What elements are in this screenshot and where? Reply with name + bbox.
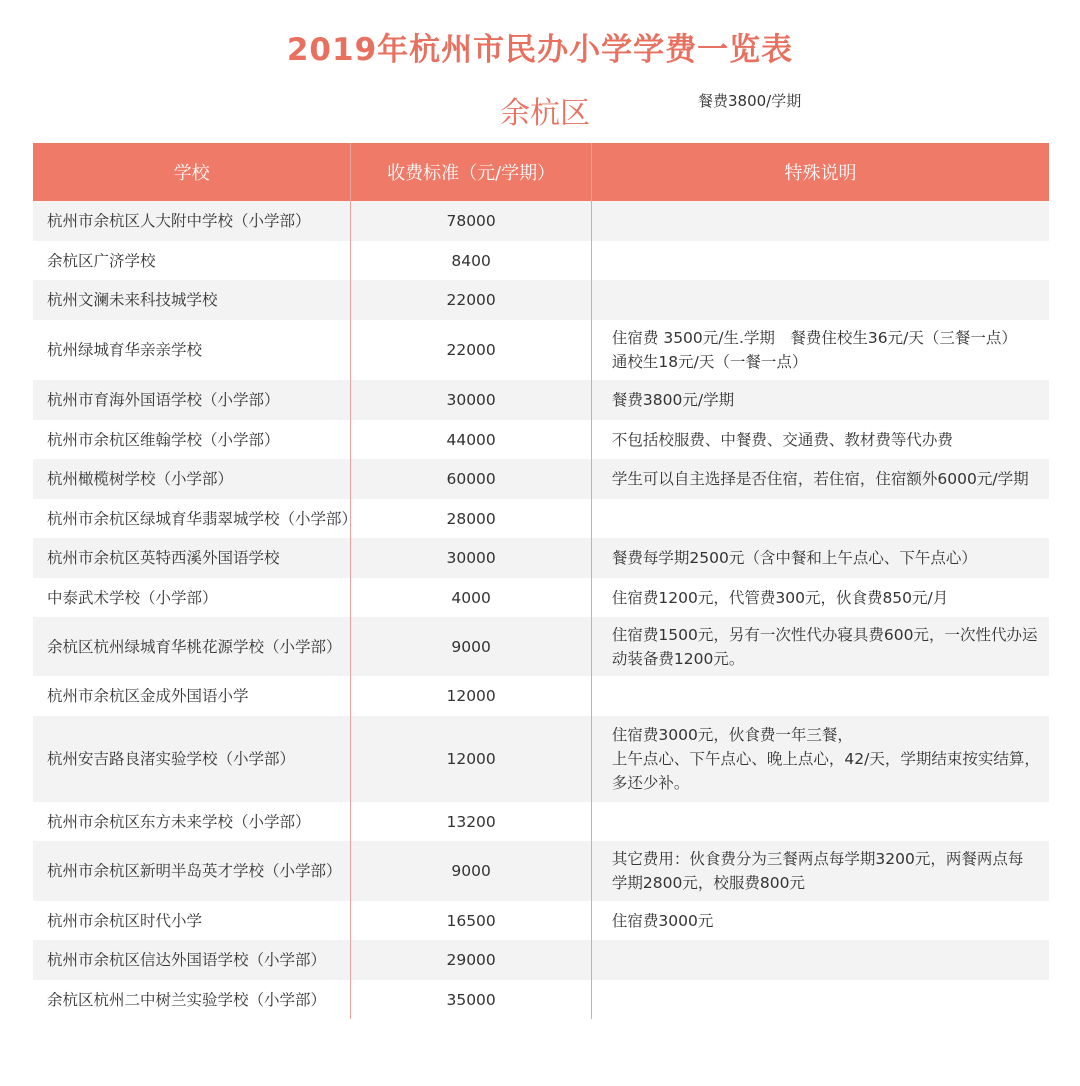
table-row (33, 617, 1049, 676)
school-name-cell: 杭州市余杭区新明半岛英才学校（小学部） (33, 841, 351, 901)
fee-cell: 4000 (351, 578, 592, 617)
table-row (33, 716, 1049, 802)
table-row (33, 280, 1049, 320)
table-body (33, 201, 1049, 1019)
fee-cell: 44000 (351, 420, 592, 459)
note-cell: 餐费每学期2500元（含中餐和上午点心、下午点心） (591, 538, 1049, 578)
header-fee: 收费标准（元/学期） (351, 143, 592, 201)
school-name-cell: 杭州橄榄树学校（小学部） (33, 459, 351, 499)
note-cell (591, 676, 1049, 716)
district-heading: 余杭区 (500, 96, 590, 131)
note-cell (591, 280, 1049, 320)
school-name-cell: 杭州市余杭区信达外国语学校（小学部） (33, 940, 351, 980)
table-row (33, 459, 1049, 499)
table-row (33, 420, 1049, 459)
fee-cell: 60000 (351, 459, 592, 499)
table-header-row (33, 143, 1049, 201)
school-name-cell: 杭州市余杭区人大附中学校（小学部） (33, 201, 351, 241)
fee-cell: 22000 (351, 320, 592, 380)
note-cell (591, 802, 1049, 841)
header-school: 学校 (33, 143, 351, 201)
fee-cell: 12000 (351, 716, 592, 802)
school-name-cell: 杭州市余杭区绿城育华翡翠城学校（小学部） (33, 499, 351, 538)
school-name-cell: 杭州绿城育华亲亲学校 (33, 320, 351, 380)
note-cell: 学生可以自主选择是否住宿，若住宿，住宿额外6000元/学期 (591, 459, 1049, 499)
note-cell: 住宿费1200元，代管费300元，伙食费850元/月 (591, 578, 1049, 617)
table-row (33, 578, 1049, 617)
school-name-cell: 杭州市余杭区维翰学校（小学部） (33, 420, 351, 459)
fee-cell: 30000 (351, 380, 592, 420)
school-name-cell: 余杭区杭州绿城育华桃花源学校（小学部） (33, 617, 351, 676)
table-row (33, 320, 1049, 380)
fee-cell: 35000 (351, 980, 592, 1019)
fee-cell: 9000 (351, 841, 592, 901)
fee-cell: 28000 (351, 499, 592, 538)
note-cell: 住宿费3000元，伙食费一年三餐， 上午点心、下午点心、晚上点心，42/天，学期结束按实结算， 多还少补。 (591, 716, 1049, 802)
school-name-cell: 余杭区广济学校 (33, 241, 351, 280)
note-cell (591, 940, 1049, 980)
table-row (33, 241, 1049, 280)
table-row (33, 538, 1049, 578)
school-name-cell: 中泰武术学校（小学部） (33, 578, 351, 617)
school-name-cell: 杭州文澜未来科技城学校 (33, 280, 351, 320)
fee-cell: 12000 (351, 676, 592, 716)
note-cell: 住宿费1500元，另有一次性代办寝具费600元，一次性代办运 动装备费1200元。 (591, 617, 1049, 676)
header-note: 特殊说明 (591, 143, 1049, 201)
school-name-cell: 杭州市育海外国语学校（小学部） (33, 380, 351, 420)
table-row (33, 980, 1049, 1019)
note-cell: 住宿费3000元 (591, 901, 1049, 940)
note-cell: 不包括校服费、中餐费、交通费、教材费等代办费 (591, 420, 1049, 459)
school-name-cell: 杭州安吉路良渚实验学校（小学部） (33, 716, 351, 802)
note-cell (591, 201, 1049, 241)
note-cell (591, 980, 1049, 1019)
fee-cell: 9000 (351, 617, 592, 676)
table-row (33, 499, 1049, 538)
table-row (33, 901, 1049, 940)
table-row (33, 940, 1049, 980)
school-name-cell: 杭州市余杭区英特西溪外国语学校 (33, 538, 351, 578)
fee-cell: 22000 (351, 280, 592, 320)
page-title: 2019年杭州市民办小学学费一览表 (286, 32, 794, 68)
table-row (33, 802, 1049, 841)
note-cell (591, 499, 1049, 538)
table-row (33, 201, 1049, 241)
school-name-cell: 杭州市余杭区时代小学 (33, 901, 351, 940)
school-name-cell: 余杭区杭州二中树兰实验学校（小学部） (33, 980, 351, 1019)
table-row (33, 676, 1049, 716)
fee-cell: 16500 (351, 901, 592, 940)
fee-cell: 8400 (351, 241, 592, 280)
table-row (33, 380, 1049, 420)
note-cell: 住宿费 3500元/生.学期 餐费住校生36元/天（三餐一点） 通校生18元/天（一餐一点） (591, 320, 1049, 380)
school-name-cell: 杭州市余杭区金成外国语小学 (33, 676, 351, 716)
note-cell: 餐费3800元/学期 (591, 380, 1049, 420)
tuition-table (33, 143, 1049, 1019)
note-cell: 其它费用：伙食费分为三餐两点每学期3200元，两餐两点每 学期2800元，校服费800元 (591, 841, 1049, 901)
note-cell (591, 241, 1049, 280)
fee-cell: 30000 (351, 538, 592, 578)
fee-cell: 29000 (351, 940, 592, 980)
fee-cell: 13200 (351, 802, 592, 841)
table-row (33, 841, 1049, 901)
meal-fee-note: 餐费3800/学期 (698, 92, 802, 110)
school-name-cell: 杭州市余杭区东方未来学校（小学部） (33, 802, 351, 841)
fee-cell: 78000 (351, 201, 592, 241)
